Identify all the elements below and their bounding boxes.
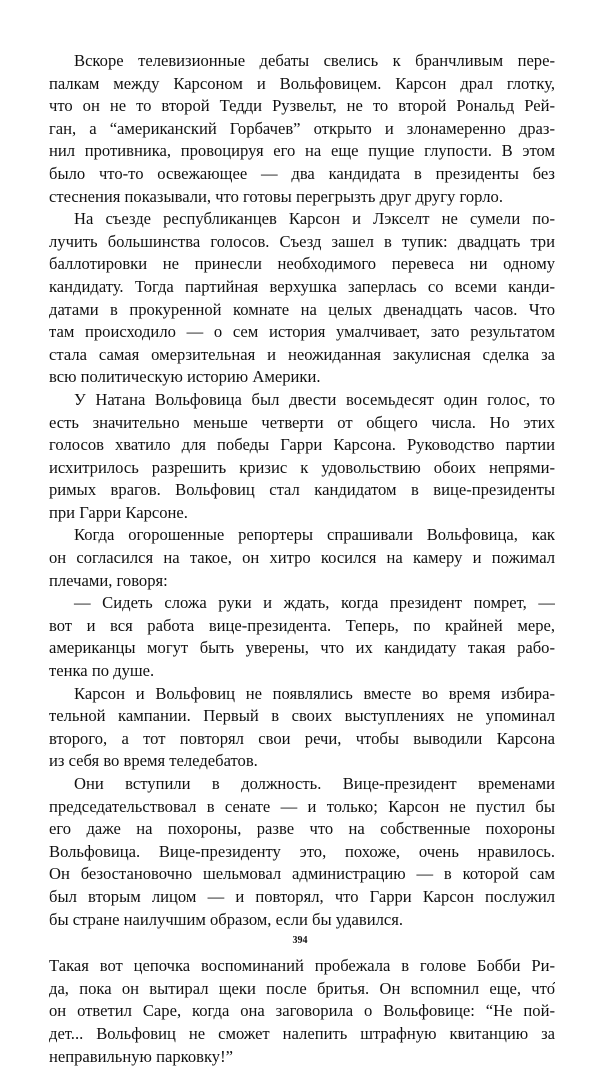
text-line: стала самая омерзительная и неожиданная закулисная сделка за [49, 344, 555, 364]
text-line: председательствовал в сенате — и только; Карсон не пустил бы [49, 796, 555, 816]
text-line: из себя во время теледебатов. [49, 751, 258, 771]
text-line: палкам между Карсоном и Вольфовицем. Карсон драл глотку, [49, 73, 555, 93]
text-line: датами в прокуренной комнате на целых двенадцать часов. Что [49, 299, 555, 319]
paragraph-6 [49, 683, 555, 773]
text-line: исхитрилось разрешить кризис к удовольствию обоих непрями- [49, 457, 555, 477]
paragraph-1 [49, 50, 555, 208]
paragraph-7 [49, 773, 555, 931]
text-line: Они вступили в должность. Вице-президент временами [74, 774, 555, 793]
text-line: тенка по душе. [49, 661, 155, 681]
text-line: там происходило — о сем история умалчивает, зато результатом [49, 322, 555, 342]
text-line: есть значительно меньше четверти от общего числа. Но этих [49, 412, 555, 432]
text-line: ган, а “американский Горбачев” открыто и злонамеренно драз- [49, 118, 555, 138]
text-line: что он не то второй Тедди Рузвельт, не то второй Рональд Рей- [49, 96, 555, 116]
text-line: Вскоре телевизионные дебаты свелись к бранчливым пере- [74, 51, 555, 70]
text-line: вот и вся работа вице-президента. Теперь, по крайней мере, [49, 615, 555, 635]
text-line: лучить большинства голосов. Съезд зашел в тупик: двадцать три [49, 231, 555, 251]
paragraph-4 [49, 524, 555, 592]
text-line: он ответил Саре, когда она заговорила о Вольфовице: “Не пой- [49, 1001, 555, 1021]
text-line: он согласился на такое, он хитро косился на камеру и пожимал [49, 548, 555, 568]
text-line: второго, а тот повторял свои речи, чтобы выводили Карсона [49, 728, 555, 748]
text-line: дет... Вольфовиц не сможет налепить штрафную квитанцию за [49, 1023, 555, 1043]
text-line: нил противника, провоцируя его на еще пущие глупости. В этом [49, 141, 555, 161]
text-line: всю политическую историю Америки. [49, 367, 321, 387]
text-line: стеснения показывали, что готовы перегрызть друг другу горло. [49, 186, 503, 206]
text-line: Вольфовица. Вице-президенту это, похоже, очень нравилось. [49, 841, 555, 861]
text-line: американцы могут быть уверены, что их кандидату такая рабо- [49, 638, 555, 658]
text-line: Карсон и Вольфовиц не появлялись вместе во время избира- [74, 683, 555, 703]
paragraph-3 [49, 389, 555, 525]
text-line: Он безостановочно шельмовал администрацию — в которой сам [49, 864, 555, 884]
text-line: было что-то освежающее — два кандидата в президенты без [49, 163, 555, 183]
text-line: тельной кампании. Первый в своих выступлениях не упоминал [49, 706, 555, 726]
paragraph-8 [49, 955, 555, 1068]
text-line: голосов хватило для победы Гарри Карсона. Руководство партии [49, 435, 555, 455]
text-line: да, пока он вытирал щеки после бритья. Он вспомнил еще, что̂ [49, 978, 555, 998]
text-line: его даже на похороны, разве что на собственные похороны [49, 819, 555, 839]
text-line: неправильную парковку!” [49, 1046, 233, 1066]
text-line: На съезде республиканцев Карсон и Лэкселт не сумели по- [74, 209, 555, 229]
text-line: баллотировки не принесли необходимого перевеса ни одному [49, 254, 555, 274]
page-body [49, 50, 555, 1068]
text-line: плечами, говоря: [49, 570, 168, 590]
text-line: при Гарри Карсоне. [49, 502, 188, 522]
paragraph-2 [49, 208, 555, 389]
text-line: кандидату. Тогда партийная верхушка заперлась со всеми канди- [49, 276, 555, 296]
text-line: римых врагов. Вольфовиц стал кандидатом в вице-президенты [49, 480, 555, 500]
text-line: Когда огорошенные репортеры спрашивали Вольфовица, как [74, 525, 555, 545]
text-line: Такая вот цепочка воспоминаний пробежала в голове Бобби Ри- [49, 956, 555, 976]
text-line: бы стране наилучшим образом, если бы удавился. [49, 909, 404, 929]
page-number: 394 [292, 935, 308, 946]
text-line: — Сидеть сложа руки и ждать, когда президент помрет, — [74, 593, 555, 613]
text-line: был вторым лицом — и повторял, что Гарри Карсон послужил [49, 886, 555, 906]
text-line: У Натана Вольфовица был двести восемьдесят один голос, то [74, 389, 555, 409]
paragraph-5 [49, 592, 555, 682]
